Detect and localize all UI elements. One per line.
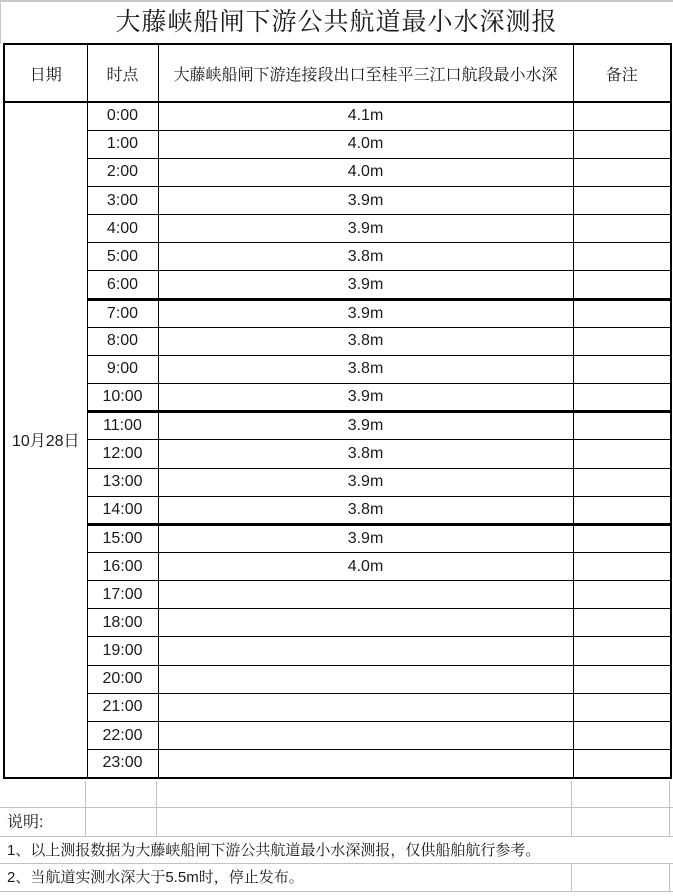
remark-cell <box>573 384 671 412</box>
remark-cell <box>573 609 671 637</box>
time-cell: 4:00 <box>87 215 158 243</box>
table-row <box>4 158 671 186</box>
time-cell: 22:00 <box>87 721 158 749</box>
table-row <box>4 271 671 299</box>
table-row <box>4 440 671 468</box>
table-row <box>4 524 671 552</box>
time-cell: 15:00 <box>87 524 158 552</box>
report-title: 大藤峡船闸下游公共航道最小水深测报 <box>115 8 558 36</box>
time-cell: 14:00 <box>87 496 158 524</box>
header-row <box>4 44 671 102</box>
time-cell: 21:00 <box>87 693 158 721</box>
time-cell: 23:00 <box>87 750 158 778</box>
time-cell: 9:00 <box>87 355 158 383</box>
depth-report-table <box>3 43 672 779</box>
depth-cell: 3.9m <box>158 468 573 496</box>
remark-cell <box>573 355 671 383</box>
remark-cell <box>573 299 671 327</box>
table-row <box>4 130 671 158</box>
gridline-row-empty <box>0 781 673 808</box>
grid-cell <box>0 781 86 807</box>
depth-cell: 3.8m <box>158 327 573 355</box>
time-cell: 16:00 <box>87 553 158 581</box>
table-row <box>4 609 671 637</box>
remark-cell <box>573 327 671 355</box>
depth-cell <box>158 750 573 778</box>
header-date: 日期 <box>4 44 87 102</box>
time-cell: 6:00 <box>87 271 158 299</box>
remark-cell <box>573 553 671 581</box>
depth-cell: 3.8m <box>158 243 573 271</box>
remark-cell <box>573 637 671 665</box>
note-row-1 <box>0 837 673 864</box>
table-row <box>4 186 671 214</box>
remark-cell <box>573 412 671 440</box>
depth-cell: 4.0m <box>158 553 573 581</box>
remark-cell <box>573 750 671 778</box>
table-row <box>4 327 671 355</box>
table-row <box>4 553 671 581</box>
table-row <box>4 750 671 778</box>
depth-cell: 4.1m <box>158 102 573 130</box>
table-row <box>4 721 671 749</box>
remark-cell <box>573 215 671 243</box>
depth-cell: 4.0m <box>158 130 573 158</box>
table-row <box>4 243 671 271</box>
note-1-text: 1、以上测报数据为大藤峡船闸下游公共航道最小水深测报，仅供船舶航行参考。 <box>7 842 541 859</box>
table-row <box>4 299 671 327</box>
time-cell: 17:00 <box>87 581 158 609</box>
depth-cell: 4.0m <box>158 158 573 186</box>
remark-cell <box>573 665 671 693</box>
depth-cell: 3.9m <box>158 215 573 243</box>
time-cell: 1:00 <box>87 130 158 158</box>
remark-cell <box>573 102 671 130</box>
remark-cell <box>573 693 671 721</box>
table-row <box>4 496 671 524</box>
time-cell: 8:00 <box>87 327 158 355</box>
remark-cell <box>573 496 671 524</box>
depth-cell: 3.9m <box>158 524 573 552</box>
grid-cell <box>157 808 572 836</box>
header-time: 时点 <box>87 44 158 102</box>
time-cell: 19:00 <box>87 637 158 665</box>
table-row <box>4 384 671 412</box>
table-row <box>4 665 671 693</box>
depth-cell <box>158 693 573 721</box>
notes-label-row <box>0 808 673 837</box>
depth-cell: 3.9m <box>158 384 573 412</box>
time-cell: 7:00 <box>87 299 158 327</box>
remark-cell <box>573 243 671 271</box>
window-left-edge <box>0 2 1 44</box>
remark-cell <box>573 468 671 496</box>
remark-cell <box>573 440 671 468</box>
grid-cell <box>572 808 670 836</box>
depth-cell <box>158 581 573 609</box>
table-row <box>4 693 671 721</box>
grid-cell <box>86 781 157 807</box>
depth-cell: 3.9m <box>158 271 573 299</box>
table-row <box>4 581 671 609</box>
remark-cell <box>573 581 671 609</box>
time-cell: 12:00 <box>87 440 158 468</box>
date-cell: 10月28日 <box>4 102 87 778</box>
depth-cell <box>158 637 573 665</box>
note-row-2 <box>0 864 673 892</box>
time-cell: 18:00 <box>87 609 158 637</box>
depth-cell: 3.8m <box>158 440 573 468</box>
table-row <box>4 637 671 665</box>
grid-cell <box>572 864 670 891</box>
table-row <box>4 102 671 130</box>
depth-cell <box>158 609 573 637</box>
time-cell: 13:00 <box>87 468 158 496</box>
time-cell: 3:00 <box>87 186 158 214</box>
time-cell: 10:00 <box>87 384 158 412</box>
header-remark: 备注 <box>573 44 671 102</box>
depth-cell: 3.9m <box>158 412 573 440</box>
grid-cell <box>157 781 572 807</box>
grid-cell <box>86 808 157 836</box>
table-row <box>4 355 671 383</box>
remark-cell <box>573 271 671 299</box>
grid-cell <box>572 781 670 807</box>
depth-cell <box>158 665 573 693</box>
remark-cell <box>573 130 671 158</box>
depth-cell: 3.9m <box>158 299 573 327</box>
table-row <box>4 468 671 496</box>
time-cell: 5:00 <box>87 243 158 271</box>
remark-cell <box>573 524 671 552</box>
notes-label: 说明: <box>0 808 86 836</box>
remark-cell <box>573 158 671 186</box>
time-cell: 20:00 <box>87 665 158 693</box>
note-2-text: 2、当航道实测水深大于5.5m时，停止发布。 <box>0 864 572 891</box>
time-cell: 0:00 <box>87 102 158 130</box>
header-depth: 大藤峡船闸下游连接段出口至桂平三江口航段最小水深 <box>158 44 573 102</box>
time-cell: 2:00 <box>87 158 158 186</box>
depth-cell: 3.8m <box>158 355 573 383</box>
depth-cell: 3.9m <box>158 186 573 214</box>
table-row <box>4 215 671 243</box>
remark-cell <box>573 721 671 749</box>
time-cell: 11:00 <box>87 412 158 440</box>
remark-cell <box>573 186 671 214</box>
table-row <box>4 412 671 440</box>
depth-cell: 3.8m <box>158 496 573 524</box>
depth-cell <box>158 721 573 749</box>
